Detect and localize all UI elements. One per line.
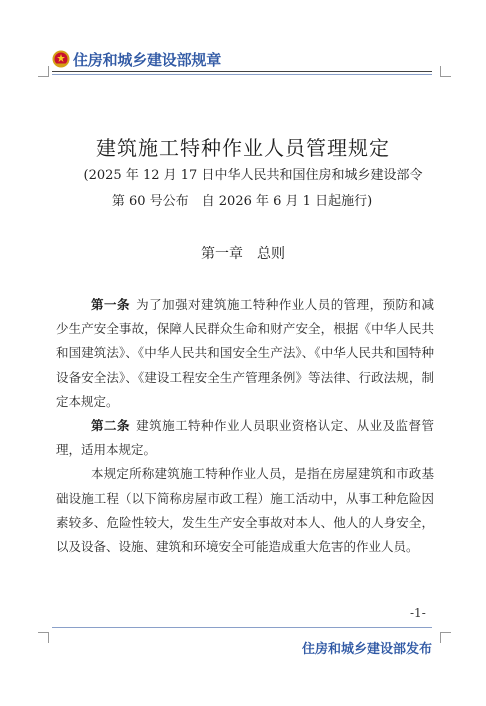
page-number: -1- xyxy=(410,606,426,620)
article-label: 第一条 xyxy=(91,297,130,312)
paragraph-article-2 xyxy=(56,414,434,462)
crop-mark-top-right xyxy=(440,66,451,77)
document-header xyxy=(52,48,221,70)
footer-publisher-text: 住房和城乡建设部发布 xyxy=(301,642,432,657)
crop-mark-bottom-right xyxy=(440,632,451,643)
national-emblem-icon xyxy=(52,50,70,68)
article-label: 第二条 xyxy=(91,418,130,434)
document-title: 建筑施工特种作业人员管理规定 xyxy=(96,136,390,160)
chapter-heading: 第一章 总则 xyxy=(201,246,285,262)
paragraph-definition xyxy=(56,462,434,559)
document-subtitle-line-2: 第 60 号公布 自 2026 年 6 月 1 日起施行) xyxy=(111,194,373,209)
header-brand-text: 住房和城乡建设部规章 xyxy=(73,50,222,69)
document-subtitle-line-1: (2025 年 12 月 17 日中华人民共和国住房和城乡建设部令 xyxy=(83,168,423,183)
paragraph-text: 本规定所称建筑施工特种作业人员，是指在房屋建筑和市政基础设施工程（以下简称房屋市政工程）施工活动中，从事工种危险因素较多、危险性较大，发生生产安全事故对本人、他人的人身安全，以及设备、设施、建筑和环境安全可能造成重大危害的作业人员。 xyxy=(56,466,434,555)
paragraph-article-1 xyxy=(56,293,434,414)
crop-mark-bottom-left xyxy=(38,632,49,643)
crop-mark-top-left xyxy=(38,66,49,77)
header-divider-secondary xyxy=(52,74,432,75)
paragraph-text: 建筑施工特种作业人员职业资格认定、从业及监督管理，适用本规定。 xyxy=(56,418,434,458)
paragraph-text: 为了加强对建筑施工特种作业人员的管理，预防和减少生产安全事故，保障人民群众生命和财产安全，根据《中华人民共和国建筑法》、《中华人民共和国安全生产法》、《中华人民共和国特种设备安全法》、《建设工程安全生产管理条例》等法律、行政法规，制定本规定。 xyxy=(56,297,434,409)
footer-divider xyxy=(52,627,432,628)
header-divider xyxy=(52,71,432,72)
document-body xyxy=(56,293,434,559)
